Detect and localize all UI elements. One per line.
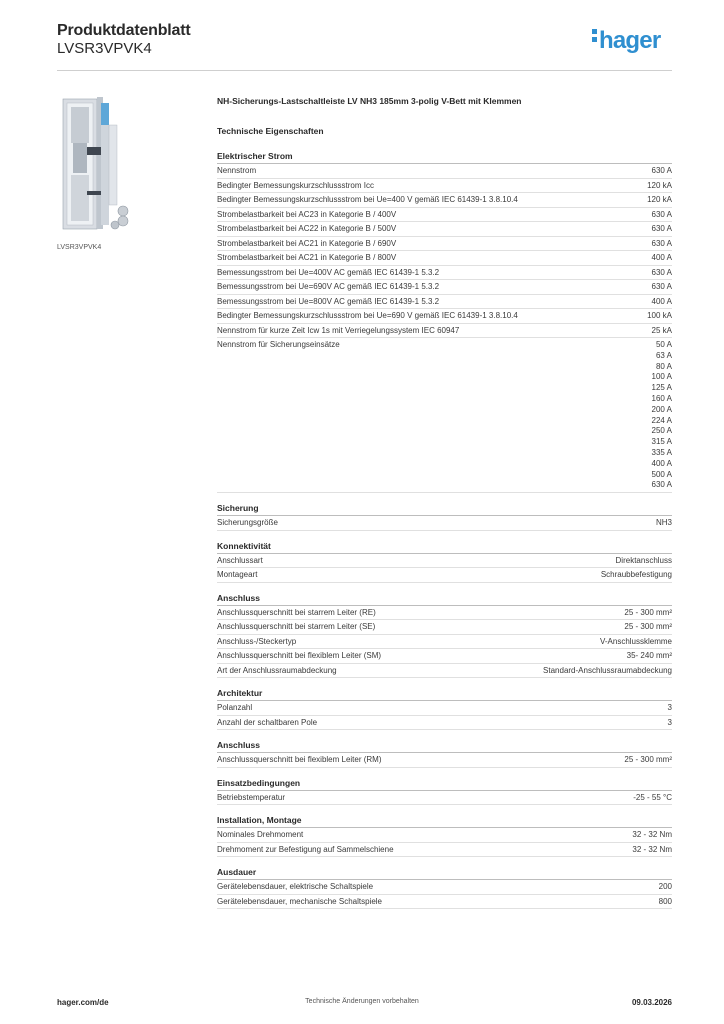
spec-value: 400 A	[651, 253, 672, 262]
spec-value: 25 kA	[651, 325, 672, 335]
spec-value: 630 A	[651, 267, 672, 277]
spec-value-item: 315 A	[651, 437, 672, 447]
spec-value-item: 335 A	[651, 447, 672, 457]
spec-label: Polanzahl	[217, 703, 253, 713]
section-title: Architektur	[217, 688, 672, 701]
section-title: Konnektivität	[217, 541, 672, 554]
section-title: Elektrischer Strom	[217, 151, 672, 164]
spec-label: Nennstrom für kurze Zeit Icw 1s mit Verriegelungssystem IEC 60947	[217, 325, 460, 335]
spec-label: Nennstrom für Sicherungseinsätze	[217, 340, 340, 349]
datasheet-content	[217, 96, 672, 919]
tech-heading: Technische Eigenschaften	[217, 126, 324, 136]
spec-value-item: 80 A	[655, 361, 672, 371]
spec-row	[217, 880, 672, 895]
sections-container	[217, 151, 672, 909]
spec-value: Schraubbefestigung	[600, 570, 672, 580]
footer-disclaimer: Technische Änderungen vorbehalten	[305, 998, 419, 1005]
image-caption: LVSR3VPVK4	[57, 244, 102, 251]
spec-value: Standard-Anschlussraumabdeckung	[543, 665, 672, 675]
spec-label: Sicherungsgröße	[217, 518, 278, 528]
header-divider	[57, 70, 672, 71]
spec-value: 400 A	[651, 296, 672, 306]
spec-label: Gerätelebensdauer, mechanische Schaltspiele	[217, 896, 382, 906]
spec-label: Strombelastbarkeit bei AC22 in Kategorie B / 500V	[217, 224, 397, 233]
spec-section	[217, 151, 672, 493]
spec-section	[217, 503, 672, 531]
spec-section	[217, 867, 672, 909]
spec-row	[217, 606, 672, 621]
spec-label: Strombelastbarkeit bei AC21 in Kategorie B / 800V	[217, 253, 397, 262]
spec-row	[217, 208, 672, 223]
spec-value: 630 A	[651, 166, 672, 175]
spec-value: NH3	[655, 518, 672, 528]
spec-value: 3	[667, 717, 672, 727]
spec-value-item: 160 A	[651, 393, 672, 403]
spec-row	[217, 179, 672, 194]
spec-label: Anschlussquerschnitt bei flexiblem Leiter (SM)	[217, 651, 382, 661]
page-title: Produktdatenblatt	[57, 22, 191, 39]
hager-logo	[592, 27, 660, 55]
spec-row	[217, 280, 672, 295]
spec-value: 120 kA	[647, 195, 672, 204]
spec-label: Anzahl der schaltbaren Pole	[217, 717, 318, 727]
spec-label: Anschlussart	[217, 555, 263, 565]
spec-row-multi	[217, 338, 672, 493]
section-title: Anschluss	[217, 593, 672, 606]
spec-value: 32 - 32 Nm	[632, 844, 672, 854]
spec-row	[217, 649, 672, 664]
spec-row	[217, 843, 672, 858]
section-title: Ausdauer	[217, 867, 672, 880]
section-title: Sicherung	[217, 503, 672, 516]
spec-value-item: 500 A	[651, 469, 672, 479]
spec-value: 630 A	[651, 224, 672, 233]
section-title: Anschluss	[217, 740, 672, 753]
spec-value: 120 kA	[647, 180, 672, 190]
spec-value: 630 A	[651, 209, 672, 219]
spec-label: Betriebstemperatur	[217, 792, 286, 802]
spec-row	[217, 554, 672, 569]
spec-value-item: 400 A	[651, 458, 672, 468]
spec-row	[217, 237, 672, 252]
spec-row	[217, 895, 672, 910]
spec-value: 630 A	[651, 238, 672, 248]
spec-label: Drehmoment zur Befestigung auf Sammelschiene	[217, 844, 394, 854]
spec-row	[217, 568, 672, 583]
section-title: Installation, Montage	[217, 815, 672, 828]
spec-row	[217, 164, 672, 179]
spec-value-item: 100 A	[651, 372, 672, 382]
spec-label: Bemessungsstrom bei Ue=400V AC gemäß IEC 61439-1 5.3.2	[217, 267, 440, 277]
spec-row	[217, 309, 672, 324]
spec-label: Montageart	[217, 570, 258, 580]
spec-row	[217, 266, 672, 281]
product-title: NH-Sicherungs-Lastschaltleiste LV NH3 185mm 3-polig V-Bett mit Klemmen	[217, 96, 522, 106]
spec-value: 25 - 300 mm²	[624, 607, 672, 617]
spec-value-item: 224 A	[651, 415, 672, 425]
spec-value-item: 125 A	[651, 383, 672, 393]
spec-value-item: 50 A	[655, 340, 672, 349]
spec-value-list	[652, 340, 672, 491]
spec-value: 200	[658, 882, 672, 892]
spec-label: Bemessungsstrom bei Ue=690V AC gemäß IEC 61439-1 5.3.2	[217, 282, 440, 291]
product-illustration-icon	[57, 95, 187, 235]
product-reference: LVSR3VPVK4	[57, 40, 152, 57]
spec-label: Gerätelebensdauer, elektrische Schaltspiele	[217, 882, 374, 892]
spec-row	[217, 193, 672, 208]
spec-section	[217, 688, 672, 730]
spec-row	[217, 753, 672, 768]
spec-value: 25 - 300 mm²	[624, 622, 672, 632]
spec-label: Anschlussquerschnitt bei flexiblem Leiter (RM)	[217, 755, 382, 765]
spec-value-item: 63 A	[655, 350, 672, 360]
spec-label: Bemessungsstrom bei Ue=800V AC gemäß IEC 61439-1 5.3.2	[217, 296, 440, 306]
spec-value: -25 - 55 °C	[633, 792, 672, 802]
spec-value: V-Anschlussklemme	[599, 636, 672, 646]
spec-value-item: 200 A	[651, 404, 672, 414]
spec-row	[217, 222, 672, 237]
spec-row	[217, 664, 672, 679]
spec-row	[217, 701, 672, 716]
spec-row	[217, 635, 672, 650]
spec-row	[217, 324, 672, 339]
product-image	[57, 95, 187, 235]
section-title: Einsatzbedingungen	[217, 778, 672, 791]
spec-value-item: 250 A	[651, 426, 672, 436]
spec-value: 3	[667, 703, 672, 713]
spec-label: Bedingter Bemessungskurzschlussstrom bei Ue=400 V gemäß IEC 61439-1 3.8.10.4	[217, 195, 518, 204]
spec-row	[217, 251, 672, 266]
spec-label: Strombelastbarkeit bei AC21 in Kategorie B / 690V	[217, 238, 397, 248]
spec-value: 630 A	[651, 282, 672, 291]
spec-value: 32 - 32 Nm	[632, 830, 672, 840]
spec-value: 35- 240 mm²	[626, 651, 672, 661]
spec-row	[217, 716, 672, 731]
logo-dots-icon	[592, 29, 597, 45]
spec-label: Anschlussquerschnitt bei starrem Leiter (RE)	[217, 607, 376, 617]
spec-label: Bedingter Bemessungskurzschlussstrom bei Ue=690 V gemäß IEC 61439-1 3.8.10.4	[217, 311, 518, 320]
spec-value: 100 kA	[647, 311, 672, 320]
spec-section	[217, 740, 672, 768]
spec-label: Nennstrom	[217, 166, 257, 175]
spec-row	[217, 516, 672, 531]
spec-value-item: 630 A	[651, 480, 672, 490]
spec-value: Direktanschluss	[615, 555, 672, 565]
spec-row	[217, 828, 672, 843]
footer-date: 09.03.2026	[631, 998, 672, 1007]
spec-value: 25 - 300 mm²	[624, 755, 672, 765]
spec-section	[217, 778, 672, 806]
spec-section	[217, 593, 672, 679]
logo-text: hager	[599, 27, 661, 54]
spec-section	[217, 541, 672, 583]
spec-label: Art der Anschlussraumabdeckung	[217, 665, 337, 675]
spec-row	[217, 295, 672, 310]
footer-website: hager.com/de	[57, 998, 109, 1007]
spec-label: Anschlussquerschnitt bei starrem Leiter (SE)	[217, 622, 376, 632]
spec-row	[217, 620, 672, 635]
spec-value: 800	[658, 896, 672, 906]
spec-row	[217, 791, 672, 806]
spec-label: Bedingter Bemessungskurzschlussstrom Icc	[217, 180, 374, 190]
spec-label: Nominales Drehmoment	[217, 830, 304, 840]
spec-label: Strombelastbarkeit bei AC23 in Kategorie B / 400V	[217, 209, 397, 219]
spec-section	[217, 815, 672, 857]
spec-label: Anschluss-/Steckertyp	[217, 636, 297, 646]
